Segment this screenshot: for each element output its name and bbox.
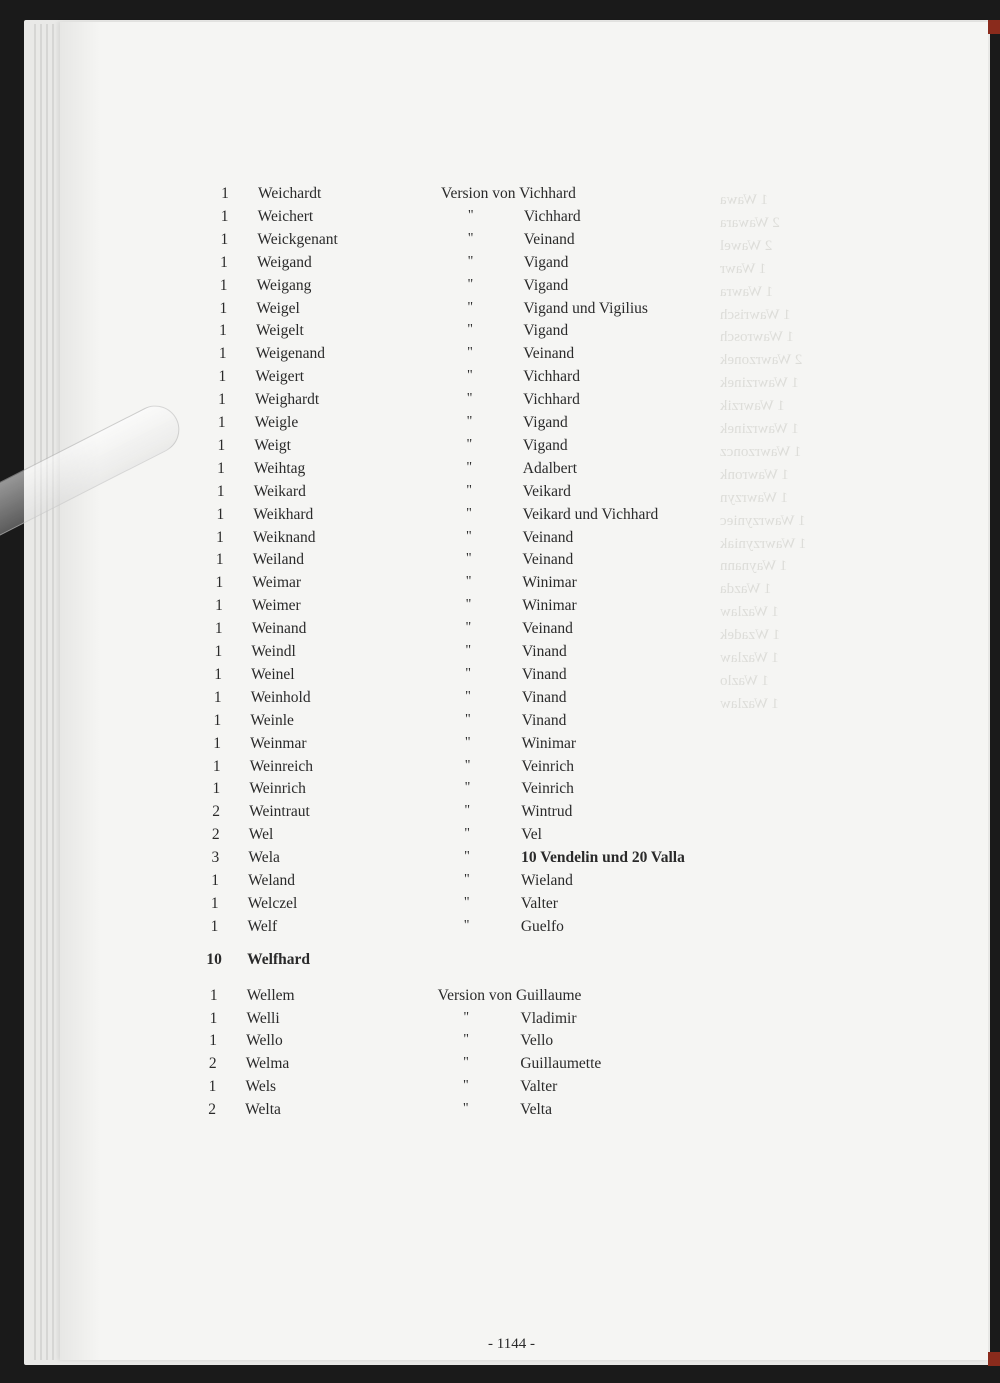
page-marker-tab — [988, 1352, 1000, 1366]
entry-name: Welczel — [247, 894, 298, 912]
show-through-line: 1 Wazlaw — [720, 695, 779, 712]
entry-name: Weinand — [251, 620, 307, 638]
entry-count: 1 — [217, 414, 226, 431]
entry-count: 2 — [211, 826, 220, 844]
entry-version: Veikard und Vichhard — [522, 505, 659, 523]
entry-name: Weihtag — [254, 459, 306, 477]
show-through-line: 1 Wawrzyn — [720, 489, 789, 506]
entry-version: Vinand — [521, 711, 567, 729]
ditto-mark: " — [465, 643, 472, 658]
show-through-line: 1 Wawrzyniec — [720, 512, 806, 529]
entry-version: Veinand — [522, 528, 574, 546]
ditto-mark: " — [463, 1055, 469, 1071]
show-through-line: 1 Wawrosch — [720, 329, 794, 346]
page-edge — [52, 24, 54, 1360]
entry-name: Weigang — [256, 276, 312, 294]
ditto-mark: " — [464, 734, 471, 750]
entry-count: 1 — [216, 505, 225, 523]
entry-version: Version von Vichhard — [441, 185, 576, 202]
ditto-mark: " — [466, 482, 472, 498]
show-through-line: 1 Wazlaw — [720, 604, 779, 621]
show-through-line: 1 Wawrzoncz — [720, 443, 802, 460]
entry-version: Guelfo — [520, 917, 564, 935]
entry-version: Veinrich — [521, 757, 575, 775]
entry-count: 1 — [218, 391, 226, 409]
entry-name: Weland — [248, 872, 296, 889]
entry-version: Wieland — [521, 872, 573, 889]
entry-count: 1 — [210, 917, 219, 935]
ditto-mark: " — [466, 414, 473, 429]
entry-version: Vello — [520, 1032, 554, 1050]
entry-version: Vigand — [523, 276, 569, 294]
entry-name: Weikhard — [253, 505, 314, 523]
entry-version: Vigand — [523, 414, 568, 431]
entry-count: 1 — [217, 459, 225, 477]
show-through-line: 1 Wazda — [720, 581, 772, 598]
entry-version: Winimar — [522, 597, 577, 615]
ditto-mark: " — [466, 505, 472, 521]
entry-count: 1 — [212, 757, 221, 775]
ditto-mark: " — [466, 459, 473, 475]
show-through-line: 1 Waynann — [720, 558, 788, 575]
entry-name: Weinel — [251, 665, 295, 683]
entry-count: 1 — [214, 643, 223, 660]
page-number: - 1144 - — [488, 1336, 535, 1352]
entry-version: Vinand — [521, 688, 567, 706]
entry-name: Weiland — [252, 551, 304, 569]
entry-count: 1 — [209, 1032, 217, 1050]
page-edge — [40, 24, 42, 1360]
ditto-mark: " — [467, 299, 474, 315]
entry-version: Vichhard — [523, 368, 580, 386]
entry-name: Weinhold — [250, 688, 311, 706]
entry-count: 1 — [210, 894, 219, 912]
show-through-line: 2 Wawara — [720, 214, 780, 231]
show-through-line: 1 Wazlaw — [720, 650, 779, 666]
entry-name: Weigle — [254, 414, 299, 431]
ditto-mark: " — [466, 368, 473, 384]
entry-version: Vigand — [523, 253, 569, 271]
show-through-line: 1 Wawronk — [720, 466, 789, 483]
show-through-line: 1 Wzadek — [720, 627, 781, 644]
entry-name: Welfhard — [247, 950, 310, 968]
entry-name: Weimar — [252, 574, 302, 592]
ditto-mark: " — [465, 620, 472, 636]
page-edge — [34, 24, 36, 1360]
entry-count: 1 — [218, 345, 227, 363]
entry-count: 1 — [217, 436, 226, 454]
page-edge — [46, 24, 48, 1360]
ditto-mark: " — [465, 688, 471, 704]
entry-name: Weinmar — [250, 734, 307, 752]
entry-count: 2 — [208, 1101, 216, 1119]
ditto-mark: " — [466, 528, 472, 544]
entry-version: Velta — [520, 1101, 552, 1119]
ditto-mark: " — [465, 551, 472, 567]
entry-name: Welf — [247, 917, 278, 935]
entry-count: 1 — [220, 230, 229, 248]
entry-version: Veinand — [522, 551, 574, 569]
ditto-mark: " — [467, 253, 474, 269]
entry-name: Welli — [246, 1009, 280, 1027]
entry-name: Weinreich — [249, 757, 314, 775]
ditto-mark: " — [467, 230, 474, 246]
ditto-mark: " — [467, 276, 474, 292]
ditto-mark: " — [462, 1101, 469, 1117]
entry-name: Weigert — [255, 368, 305, 386]
show-through-line: 1 Wawrzinek — [720, 375, 799, 392]
entry-count: 1 — [213, 688, 222, 706]
entry-version: Winimar — [522, 574, 577, 592]
entry-name: Wel — [248, 826, 274, 844]
ditto-mark: " — [463, 1032, 469, 1048]
entry-count: 1 — [216, 528, 224, 546]
ditto-mark: " — [464, 803, 471, 819]
entry-version: Vinand — [522, 643, 567, 660]
entry-version: Vel — [521, 826, 542, 844]
entry-count: 1 — [209, 986, 218, 1004]
ditto-mark: " — [467, 207, 474, 223]
entry-count: 1 — [212, 780, 221, 798]
show-through-line: 1 Wawra — [720, 283, 774, 300]
entry-count: 1 — [215, 551, 224, 569]
entry-version: Vigand — [522, 436, 568, 454]
entry-count: 1 — [220, 253, 228, 271]
entry-name: Weinrich — [249, 780, 306, 798]
show-through-line: 1 Wawa — [720, 192, 769, 208]
entry-version: Veinand — [522, 620, 573, 638]
ditto-mark: " — [465, 665, 471, 681]
page-marker-tab — [988, 20, 1000, 34]
entry-name: Wels — [245, 1078, 277, 1096]
entry-version: Vinand — [521, 665, 567, 683]
entry-name: Wela — [248, 849, 280, 867]
entry-version: Veinrich — [521, 780, 574, 798]
ditto-mark: " — [463, 917, 470, 933]
entry-version: Vigand — [523, 322, 569, 340]
ditto-mark: " — [463, 894, 470, 910]
entry-name: Weinle — [250, 711, 294, 729]
entry-name: Weighardt — [255, 391, 320, 409]
show-through-line: 1 Wawrzinek — [720, 421, 799, 437]
entry-version: Winimar — [521, 734, 577, 752]
entry-count: 1 — [216, 482, 225, 500]
entry-name: Weigel — [256, 299, 300, 317]
entry-version: Version von Guillaume — [437, 986, 582, 1004]
gutter-shadow — [60, 22, 100, 1360]
entry-name: Weigelt — [256, 322, 304, 340]
ditto-mark: " — [466, 391, 473, 407]
show-through-line: 1 Wawr — [720, 260, 767, 277]
entry-count: 1 — [209, 1009, 218, 1027]
entry-name: Welma — [245, 1055, 290, 1073]
show-through-line: 1 Wawrzyniak — [720, 535, 807, 552]
entry-name: Weichardt — [258, 185, 322, 202]
entry-count: 1 — [211, 872, 219, 889]
ditto-mark: " — [467, 322, 473, 338]
show-through-line: 1 Wazlo — [720, 672, 769, 689]
entry-name: Weiknand — [253, 528, 316, 546]
ditto-mark: " — [465, 597, 472, 613]
entry-count: 1 — [214, 665, 222, 683]
ditto-mark: " — [464, 757, 471, 773]
ditto-mark: " — [464, 711, 471, 727]
entry-count: 10 — [206, 950, 222, 968]
entry-name: Weindl — [251, 643, 296, 660]
entry-name: Weigand — [257, 253, 312, 271]
ditto-mark: " — [464, 826, 471, 842]
entry-count: 1 — [219, 322, 227, 340]
ditto-mark: " — [467, 345, 473, 361]
entry-count: 1 — [220, 207, 229, 225]
entry-count: 1 — [215, 597, 223, 615]
show-through-line: 2 Wawrzonek — [720, 352, 803, 369]
show-through-line: 1 Wawrisch — [720, 306, 791, 323]
entry-name: Weikard — [253, 482, 306, 500]
entry-count: 1 — [208, 1078, 217, 1096]
entry-name: Weigt — [254, 436, 291, 454]
entry-count: 2 — [212, 803, 220, 821]
ditto-mark: " — [464, 872, 470, 887]
entry-name: Weimer — [252, 597, 301, 615]
entry-count: 1 — [215, 574, 224, 592]
ditto-mark: " — [466, 436, 473, 452]
show-through-line: 1 Wawrzik — [720, 398, 785, 415]
entry-version: Valter — [520, 1078, 558, 1096]
entry-version: Adalbert — [522, 459, 578, 477]
entry-count: 3 — [211, 849, 220, 867]
entry-name: Wello — [246, 1032, 283, 1050]
entry-name: Weichert — [257, 207, 314, 225]
entry-version: Vladimir — [520, 1009, 577, 1027]
ditto-mark: " — [464, 849, 470, 865]
entry-name: Weigenand — [255, 345, 326, 363]
entry-version: Veinand — [523, 230, 575, 248]
entry-version: 10 Vendelin und 20 Valla — [521, 849, 685, 867]
entry-name: Wellem — [246, 986, 295, 1004]
entry-version: Guillaumette — [520, 1055, 602, 1073]
entry-version: Veinand — [523, 345, 575, 363]
entry-count: 1 — [214, 620, 223, 638]
entry-version: Veikard — [522, 482, 571, 500]
entry-count: 1 — [221, 185, 229, 202]
entry-version: Vichhard — [523, 391, 580, 409]
show-through-line: 2 Wawel — [720, 237, 773, 254]
ditto-mark: " — [464, 780, 471, 796]
entry-count: 1 — [219, 299, 228, 317]
ditto-mark: " — [463, 1009, 470, 1025]
entry-count: 1 — [213, 711, 222, 729]
entry-version: Vigand und Vigilius — [523, 299, 648, 317]
entry-version: Wintrud — [521, 803, 573, 821]
entry-count: 1 — [219, 276, 228, 294]
entry-version: Vichhard — [523, 207, 581, 225]
entry-name: Welta — [245, 1101, 281, 1119]
ditto-mark: " — [462, 1078, 469, 1094]
entry-name: Weickgenant — [257, 230, 338, 248]
entry-count: 1 — [218, 368, 227, 386]
entry-version: Valter — [520, 894, 558, 912]
entry-name: Weintraut — [249, 803, 310, 821]
entry-count: 2 — [208, 1055, 217, 1073]
entry-count: 1 — [213, 734, 221, 752]
ditto-mark: " — [465, 574, 472, 590]
